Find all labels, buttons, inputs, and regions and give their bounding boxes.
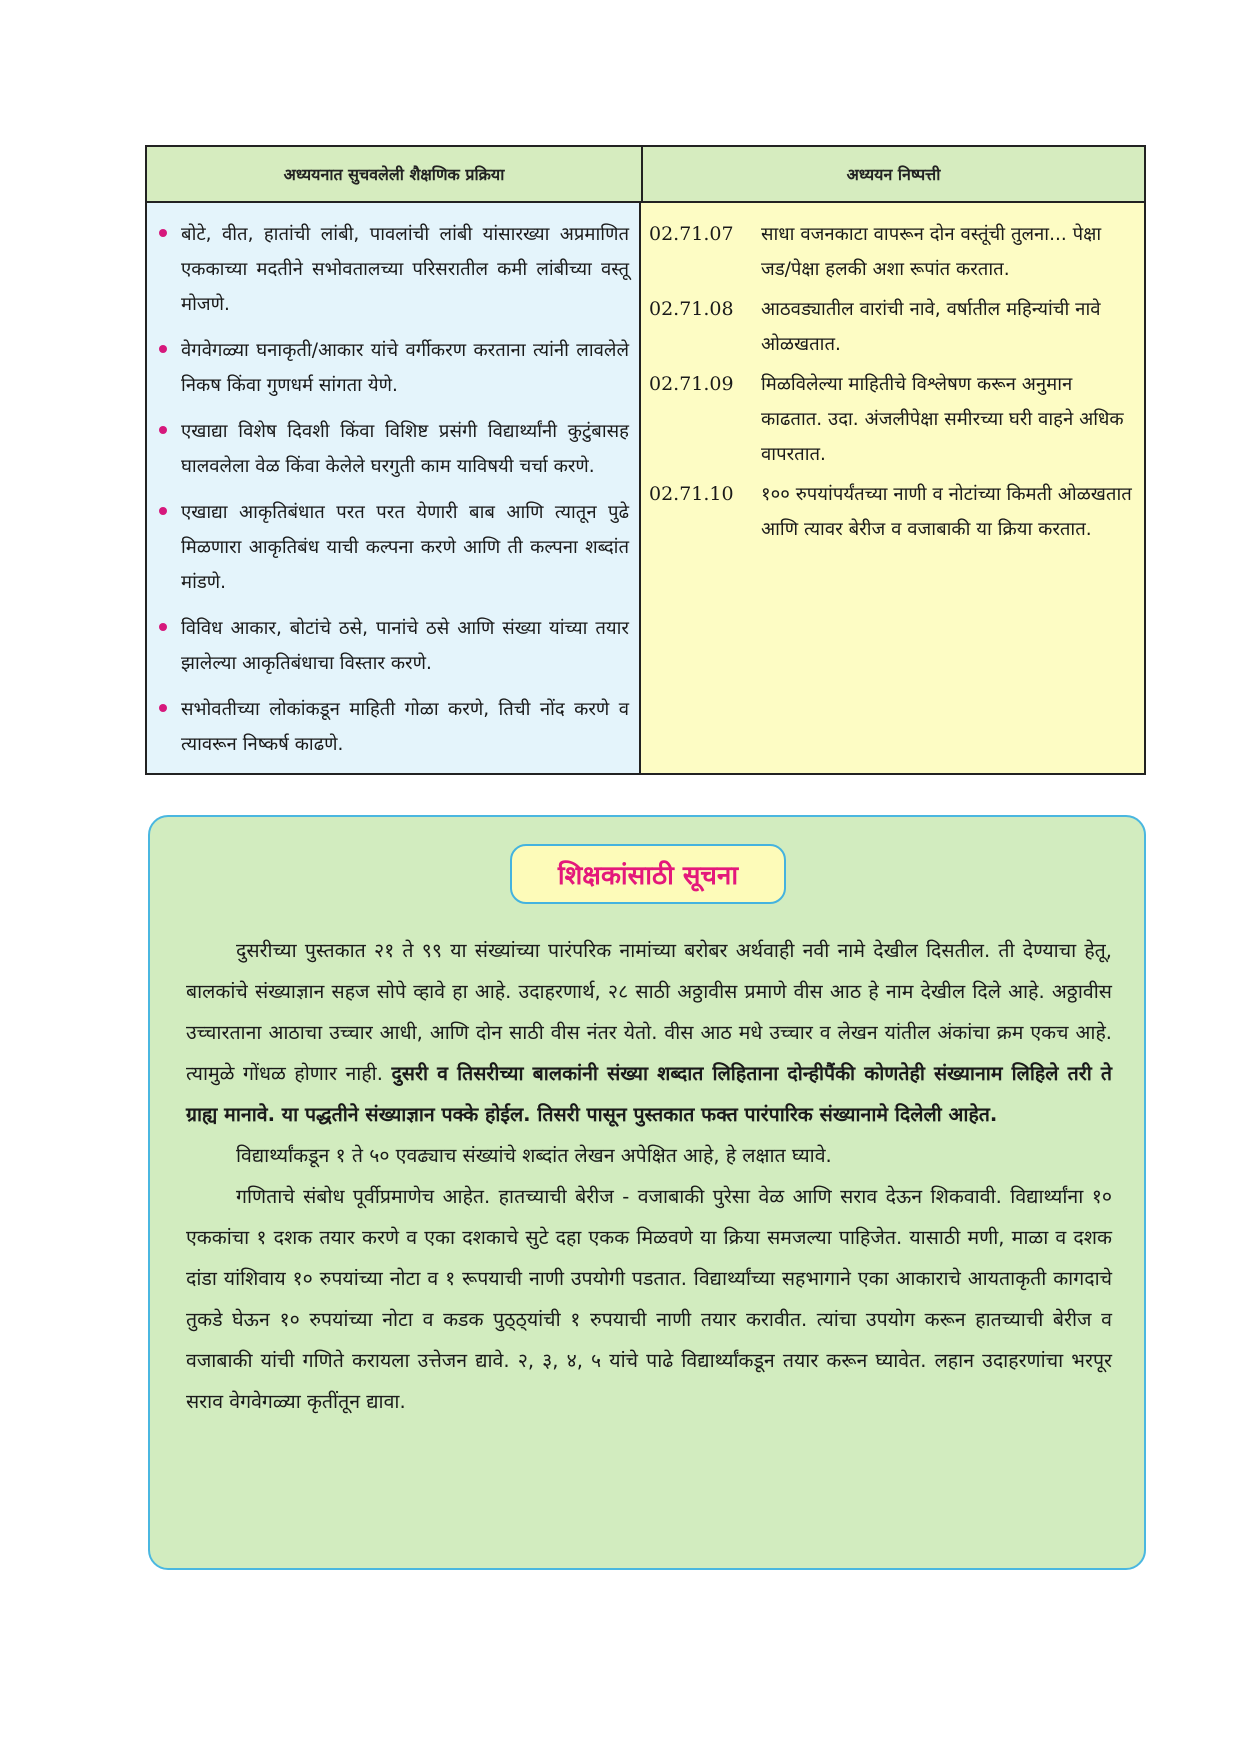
list-item: विविध आकार, बोटांचे ठसे, पानांचे ठसे आणि संख्या यांच्या तयार झालेल्या आकृतिबंधाचा विस्तार करणे.	[155, 611, 629, 681]
teacher-notes-box	[148, 815, 1146, 1570]
notes-paragraph-3: गणिताचे संबोध पूर्वीप्रमाणेच आहेत. हातच्याची बेरीज - वजाबाकी पुरेसा वेळ आणि सराव देऊन शिकवावी. विद्यार्थ्यांना १० एककांचा १ दशक तयार करणे व एका दशकाचे सुटे दहा एकक मिळवणे या क्रिया समजल्या पाहिजेत. यासाठी मणी, माळा व दशक दांडा यांशिवाय १० रुपयांच्या नोटा व १ रूपयाची नाणी उपयोगी पडतात. विद्यार्थ्यांच्या सहभागाने एका आकाराचे आयताकृती कागदाचे तुकडे घेऊन १० रुपयांच्या नोटा व कडक पुठ्ठ्यांची १ रुपयाची नाणी तयार करावीत. त्यांचा उपयोग करून हातच्याची बेरीज व वजाबाकी यांची गणिते करायला उत्तेजन द्यावे. २, ३, ४, ५ यांचे पाढे विद्यार्थ्यांकडून तयार करून घ्यावेत. लहान उदाहरणांचा भरपूर सराव वेगवेगळ्या कृतींतून द्यावा.	[186, 1185, 1112, 1413]
bullet-icon	[159, 623, 167, 631]
outcome-row	[649, 367, 1136, 472]
list-item: एखाद्या विशेष दिवशी किंवा विशिष्ट प्रसंगी विद्यार्थ्यांनी कुटुंबासह घालवलेला वेळ किंवा केलेले घरगुती काम याविषयी चर्चा करणे.	[155, 414, 629, 484]
outcome-row	[649, 292, 1136, 362]
outcome-code: 02.71.07	[649, 223, 734, 245]
notes-emphasis: दुसरी व तिसरीच्या बालकांनी संख्या शब्दात लिहिताना दोन्हीपैंकी कोणतेही संख्यानाम लिहिले तरी ते ग्राह्य मानावे. या पद्धतीने संख्याज्ञान पक्के होईल. तिसरी पासून पुस्तकात फक्त पारंपारिक संख्यानामे दिलेली आहेत.	[186, 1062, 1112, 1126]
processes-column	[147, 203, 641, 773]
list-item: वेगवेगळ्या घनाकृती/आकार यांचे वर्गीकरण करताना त्यांनी लावलेले निकष किंवा गुणधर्म सांगता येणे.	[155, 333, 629, 403]
bullet-icon	[159, 229, 167, 237]
header-processes: अध्ययनात सुचवलेली शैक्षणिक प्रक्रिया	[147, 147, 643, 201]
notes-title: शिक्षकांसाठी सूचना	[510, 844, 786, 904]
bullet-icon	[159, 426, 167, 434]
outcome-code: 02.71.08	[649, 298, 734, 320]
notes-paragraph-1: दुसरीच्या पुस्तकात २१ ते ९९ या संख्यांच्या पारंपरिक नामांच्या बरोबर अर्थवाही नवी नामे देखील दिसतील. ती देण्याचा हेतू, बालकांचे संख्याज्ञान सहज सोपे व्हावे हा आहे. उदाहरणार्थ, २८ साठी अठ्ठावीस प्रमाणे वीस आठ हे नाम देखील दिले आहे. अठ्ठावीस उच्चारताना आठाचा उच्चार आधी, आणि दोन साठी वीस नंतर येतो. वीस आठ मधे उच्चार व लेखन यांतील अंकांचा क्रम एकच आहे. त्यामुळे गोंधळ होणार नाही. दुसरी व तिसरीच्या बालकांनी संख्या शब्दात लिहिताना दोन्हीपैंकी कोणतेही संख्यानाम लिहिले तरी ते ग्राह्य मानावे. या पद्धतीने संख्याज्ञान पक्के होईल. तिसरी पासून पुस्तकात फक्त पारंपारिक संख्यानामे दिलेली आहेत.	[186, 939, 1112, 1126]
bullet-icon	[159, 507, 167, 515]
notes-paragraph-2: विद्यार्थ्यांकडून १ ते ५० एवढ्याच संख्यांचे शब्दांत लेखन अपेक्षित आहे, हे लक्षात घ्यावे.	[236, 1144, 832, 1167]
outcome-text: मिळविलेल्या माहितीचे विश्लेषण करून अनुमान काढतात. उदा. अंजलीपेक्षा समीरच्या घरी वाहने अधिक वापरतात.	[761, 374, 1124, 465]
outcome-code: 02.71.09	[649, 373, 734, 395]
list-item: एखाद्या आकृतिबंधात परत परत येणारी बाब आणि त्यातून पुढे मिळणारा आकृतिबंध याची कल्पना करणे आणि ती कल्पना शब्दांत मांडणे.	[155, 495, 629, 600]
outcome-text: आठवड्यातील वारांची नावे, वर्षातील महिन्यांची नावे ओळखतात.	[761, 299, 1101, 355]
outcome-text: १०० रुपयांपर्यंतच्या नाणी व नोटांच्या किमती ओळखतात आणि त्यावर बेरीज व वजाबाकी या क्रिया करतात.	[761, 484, 1132, 540]
outcomes-column	[641, 203, 1144, 773]
table-body	[147, 203, 1144, 773]
learning-table	[145, 145, 1146, 775]
bullet-icon	[159, 704, 167, 712]
outcome-code: 02.71.10	[649, 483, 734, 505]
header-outcomes: अध्ययन निष्पत्ती	[846, 165, 941, 184]
table-header	[147, 147, 1144, 203]
outcome-row	[649, 477, 1136, 547]
outcome-row	[649, 217, 1136, 287]
list-item: बोटे, वीत, हातांची लांबी, पावलांची लांबी यांसारख्या अप्रमाणित एककाच्या मदतीने सभोवतालच्या परिसरातील कमी लांबीच्या वस्तू मोजणे.	[155, 217, 629, 322]
outcome-text: साधा वजनकाटा वापरून दोन वस्तूंची तुलना... पेक्षा जड/पेक्षा हलकी अशा रूपांत करतात.	[761, 224, 1102, 280]
notes-body	[186, 930, 1112, 1422]
list-item: सभोवतीच्या लोकांकडून माहिती गोळा करणे, तिची नोंद करणे व त्यावरून निष्कर्ष काढणे.	[155, 692, 629, 762]
bullet-icon	[159, 345, 167, 353]
